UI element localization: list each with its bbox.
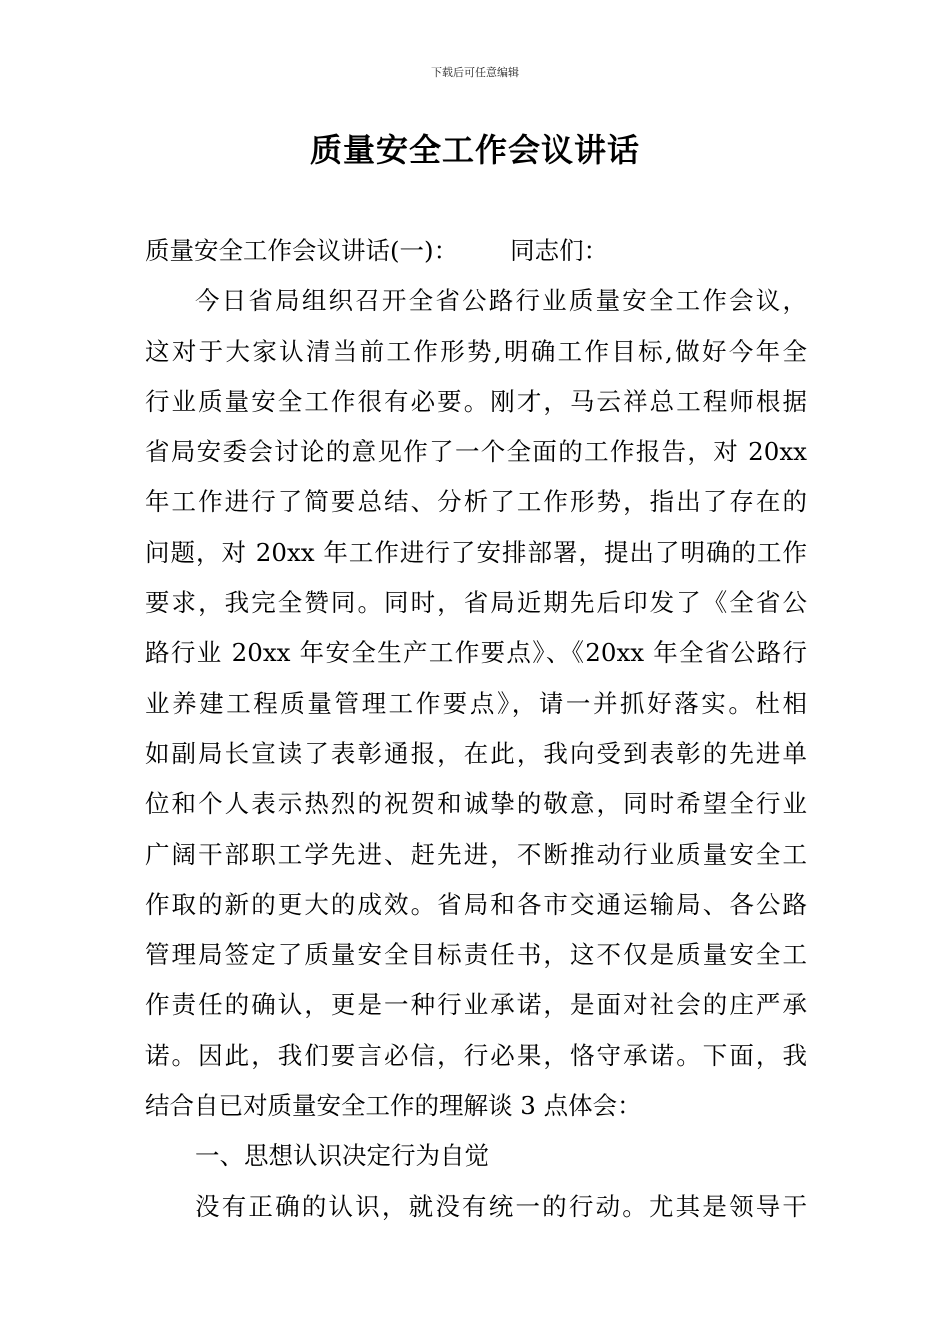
paragraph-1-line: 业养建工程质量管理工作要点》，请一并抓好落实。杜相 xyxy=(145,688,807,718)
paragraph-1-line: 管理局签定了质量安全目标责任书，这不仅是质量安全工 xyxy=(145,940,807,970)
header-note: 下载后可任意编辑 xyxy=(431,66,519,79)
paragraph-1-line: 广阔干部职工学先进、赶先进，不断推动行业质量安全工 xyxy=(145,839,807,869)
paragraph-1-line: 如副局长宣读了表彰通报，在此，我向受到表彰的先进单 xyxy=(145,738,807,768)
opening-line xyxy=(145,226,807,276)
document-title: 质量安全工作会议讲话 xyxy=(309,131,640,169)
paragraph-1-line: 位和个人表示热烈的祝贺和诚挚的敬意，同时希望全行业 xyxy=(145,789,807,819)
paragraph-1-line: 省局安委会讨论的意见作了一个全面的工作报告，对 20xx xyxy=(145,437,807,467)
paragraph-1-line: 结合自已对质量安全工作的理解谈 3 点体会： xyxy=(145,1091,642,1121)
paragraph-1-line: 问题，对 20xx 年工作进行了安排部署，提出了明确的工作 xyxy=(145,537,807,567)
paragraph-1-line: 诺。因此，我们要言必信，行必果，恪守承诺。下面，我 xyxy=(145,1040,807,1070)
document-body xyxy=(145,226,807,1232)
paragraph-1-line: 行业质量安全工作很有必要。刚才，马云祥总工程师根据 xyxy=(145,386,807,416)
greeting: 同志们： xyxy=(510,236,609,265)
speech-heading: 质量安全工作会议讲话(一)： xyxy=(145,236,459,265)
section-heading-1: 一、思想认识决定行为自觉 xyxy=(195,1141,489,1171)
paragraph-1-line: 今日省局组织召开全省公路行业质量安全工作会议， xyxy=(195,286,807,316)
paragraph-1-line: 作责任的确认，更是一种行业承诺，是面对社会的庄严承 xyxy=(145,990,807,1020)
paragraph-1-line: 这对于大家认清当前工作形势,明确工作目标,做好今年全 xyxy=(145,336,807,366)
paragraph-1 xyxy=(145,276,807,1131)
paragraph-1-line: 作取的新的更大的成效。省局和各市交通运输局、各公路 xyxy=(145,889,807,919)
paragraph-1-line: 要求，我完全赞同。同时，省局近期先后印发了《全省公 xyxy=(145,588,807,618)
paragraph-1-line: 年工作进行了简要总结、分析了工作形势，指出了存在的 xyxy=(145,487,807,517)
paragraph-1-line: 路行业 20xx 年安全生产工作要点》、《20xx 年全省公路行 xyxy=(145,638,807,668)
paragraph-2-line: 没有正确的认识，就没有统一的行动。尤其是领导干 xyxy=(195,1191,807,1221)
